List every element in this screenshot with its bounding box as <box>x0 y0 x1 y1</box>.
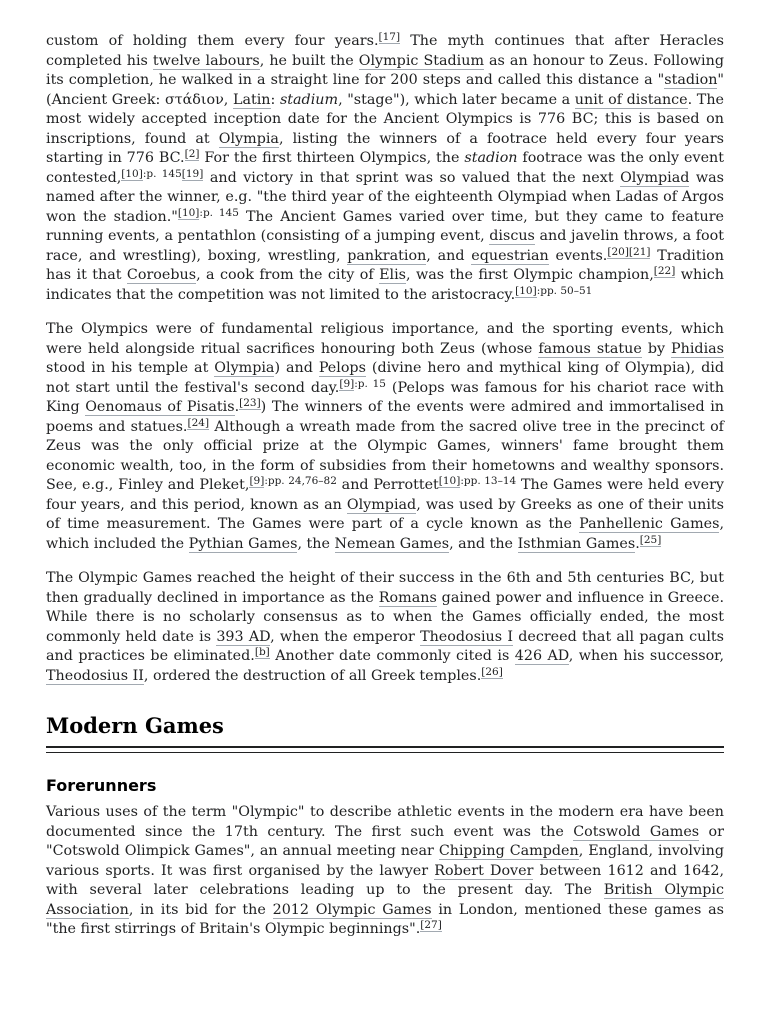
link-stadion[interactable]: stadion <box>664 72 718 88</box>
citation-27[interactable]: [27] <box>420 919 442 931</box>
link-robert-dover[interactable]: Robert Dover <box>434 862 534 879</box>
link-isthmian-games[interactable]: Isthmian Games <box>517 535 636 552</box>
link-oenomaus-of-pisatis[interactable]: Oenomaus of Pisatis <box>85 399 235 415</box>
link-pankration[interactable]: pankration <box>347 247 427 264</box>
link-coroebus[interactable]: Coroebus <box>126 267 197 283</box>
link-olympic-stadium[interactable]: Olympic Stadium <box>358 52 484 69</box>
link-nemean-games[interactable]: Nemean Games <box>334 535 450 552</box>
paragraph-ancient-origins: custom of holding them every four years.[17] The myth continues that after Heracles completed his twelve labours, he built the Olympic Stadium as an honour to Zeus. Following its completion, he walked in a straight line for 200 steps and called this distance a "stadion" (Ancient Greek: στάδιον, Latin: stadium, "stage"), which later became a unit of distance. The most widely accepted inception date for the Ancient Olympics is 776 BC; this is based on inscriptions, found at Olympia, listing the winners of a footrace held every four years starting in 776 BC.[2] For the first thirteen Olympics, the stadion footrace was the only event contested,[10]:p. 145[19] and victory in that sprint was so valued that the next Olympiad was named after the winner, e.g. "the third year of the eighteenth Olympiad when Ladas of Argos won the stadion."$^{[10]:p. 145}$ The Ancient Games varied over time, but they came to feature running events, a pentathlon (consisting of a jumping event, discus and javelin throws, a foot race, and wrestling), boxing, wrestling, pankration, and equestrian events.[20][21] Tradition has it that Coroebus, a cook from the city of Elis, was the first Olympic champion,[22] which indicates that the competition was not limited to the aristocracy.$^{[10]:pp. 50-51}$ <box>46 31 725 303</box>
paragraph-religious-importance: The Olympics were of fundamental religious importance, and the sporting events, which were held alongside ritual sacrifices honouring both Zeus (whose famous statue by Phidias stood in his temple at Olympia) and Pelops (divine hero and mythical king of Olympia), did not start until the festival's second day.$^{[9]:p. 15}$ (Pelops was famous for his chariot race with King Oenomaus of Pisatis.[23]) The winners of the events were admired and immortalised in poems and statues.[24] Although a wreath made from the sacred olive tree in the precinct of Zeus was the only official prize at the Olympic Games, winners' fame brought them economic wealth, too, in the form of subsidies from their hometowns and wealthy sponsors. See, e.g., Finley and Pleket,$^{[9]:pp. 24,76-82}$ and Perrottet$^{[10]:pp. 13-14}$ The Games were held every four years, and this period, known as an Olympiad, was used by Greeks as one of their units of time measurement. The Games were part of a cycle known as the Panhellenic Games, which included the Pythian Games, the Nemean Games, and the Isthmian Games.[25] <box>46 321 725 552</box>
link-theodosius-ii[interactable]: Theodosius II <box>46 667 144 684</box>
citation-9-p15[interactable]: [9]:p. 15 <box>339 377 386 390</box>
link-british-olympic-association[interactable]: British Olympic Association <box>46 882 724 918</box>
link-pythian-games[interactable]: Pythian Games <box>188 535 298 552</box>
link-pelops[interactable]: Pelops <box>318 360 366 376</box>
link-cotswold-games[interactable]: Cotswold Games <box>573 823 700 840</box>
citation-10-pp13-14[interactable]: [10]:pp. 13–14 <box>438 475 517 487</box>
citation-24[interactable]: [24] <box>187 416 210 429</box>
citation-17[interactable]: [17] <box>378 31 401 43</box>
citation-10-pp50-51[interactable]: [10]:pp. 50–51 <box>515 284 593 297</box>
section-heading-modern-games: Modern Games <box>46 713 224 738</box>
citation-26[interactable]: [26] <box>481 665 503 678</box>
citation-20[interactable]: [20] <box>607 245 629 258</box>
citation-2[interactable]: [2] <box>184 148 200 160</box>
citation-10-p145-b[interactable]: [10]:p. 145 <box>177 206 239 219</box>
paragraph-forerunners: Various uses of the term "Olympic" to describe athletic events in the modern era have been documented since the 17th century. The first such event was the Cotswold Games or "Cotswold Olimpick Games", an annual meeting near Chipping Campden, England, involving various sports. It was first organised by the lawyer Robert Dover between 1612 and 1642, with several later celebrations leading up to the present day. The British Olympic Association, in its bid for the 2012 Olympic Games in London, mentioned these games as "the first stirrings of Britain's Olympic beginnings".[27] <box>46 804 725 937</box>
link-equestrian[interactable]: equestrian <box>471 247 549 264</box>
link-olympiad[interactable]: Olympiad <box>620 169 690 186</box>
link-discus[interactable]: discus <box>489 228 535 244</box>
link-romans[interactable]: Romans <box>378 589 437 606</box>
italic-stadion: stadion <box>464 150 518 166</box>
citation-25[interactable]: [25] <box>639 533 662 546</box>
link-theodosius-i[interactable]: Theodosius I <box>420 628 513 645</box>
link-phidias[interactable]: Phidias <box>671 340 725 357</box>
citation-23[interactable]: [23] <box>239 397 261 409</box>
citation-10-p145[interactable]: [10]:p. 145 <box>121 167 182 180</box>
link-famous-statue[interactable]: famous statue <box>538 340 642 357</box>
link-elis[interactable]: Elis <box>379 267 407 283</box>
citation-21[interactable]: [21] <box>628 245 651 258</box>
link-twelve-labours[interactable]: twelve labours <box>152 52 260 69</box>
link-olympia-2[interactable]: Olympia <box>214 360 275 376</box>
paragraph-decline: The Olympic Games reached the height of their success in the 6th and 5th centuries BC, but then gradually declined in importance as the Romans gained power and influence in Greece. While there is no scholarly consensus as to when the Games officially ended, the most commonly held date is 393 AD, when the emperor Theodosius I decreed that all pagan cults and practices be eliminated.[b] Another date commonly cited is 426 AD, when his successor, Theodosius II, ordered the destruction of all Greek temples.[26] <box>46 570 725 684</box>
italic-stadium: stadium <box>279 91 339 108</box>
section-divider <box>46 746 724 753</box>
link-unit-of-distance[interactable]: unit of distance <box>574 91 688 108</box>
link-426-ad[interactable]: 426 AD <box>514 648 569 664</box>
link-latin[interactable]: Latin <box>232 91 271 108</box>
citation-22[interactable]: [22] <box>653 265 676 277</box>
link-2012-olympic-games[interactable]: 2012 Olympic Games <box>272 901 432 918</box>
link-chipping-campden[interactable]: Chipping Campden <box>438 843 579 859</box>
link-393-ad[interactable]: 393 AD <box>216 628 271 645</box>
citation-19[interactable]: [19] <box>181 167 204 180</box>
citation-9-pp24-82[interactable]: [9]:pp. 24,76–82 <box>249 475 337 487</box>
link-panhellenic-games[interactable]: Panhellenic Games <box>579 516 720 532</box>
link-olympiad-2[interactable]: Olympiad <box>346 496 417 513</box>
subsection-heading-forerunners: Forerunners <box>46 776 157 795</box>
link-olympia[interactable]: Olympia <box>218 130 279 147</box>
citation-note-b[interactable]: [b] <box>254 646 270 658</box>
